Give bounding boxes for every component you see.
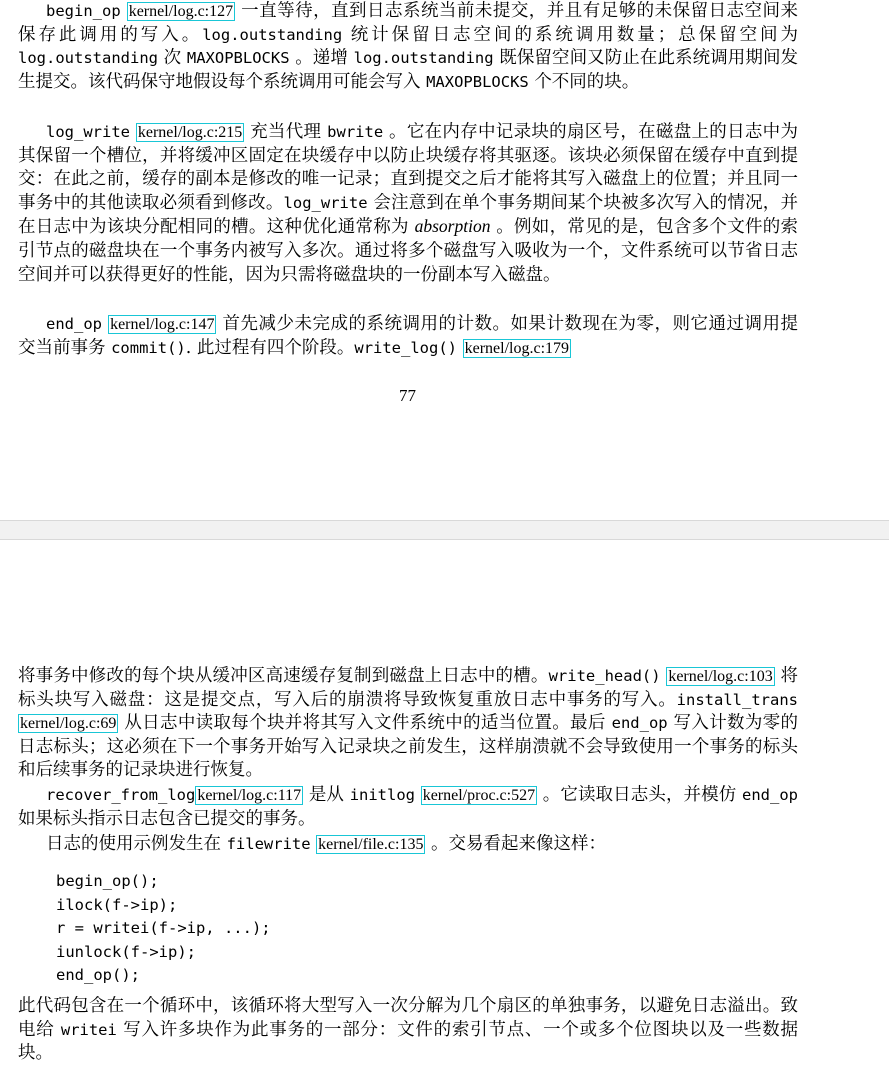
body-text: 一直等待，直到日志系统当前未提交，并且有足够的未保留日志空间来保存此调用的写入。 bbox=[18, 1, 798, 45]
code-term: log.outstanding bbox=[18, 49, 158, 68]
paragraph-write-head bbox=[18, 665, 798, 783]
code-line: iunlock(f->ip); bbox=[56, 942, 196, 961]
source-citation-link[interactable]: kernel/log.c:215 bbox=[137, 124, 243, 141]
code-term: bwrite bbox=[327, 123, 384, 141]
code-term: log.outstanding bbox=[202, 25, 343, 44]
source-citation-link[interactable]: kernel/log.c:103 bbox=[668, 668, 773, 685]
code-term: write_head() bbox=[548, 667, 661, 685]
source-citation-link[interactable]: kernel/log.c:179 bbox=[464, 339, 570, 357]
paragraph-begin-op bbox=[18, 0, 798, 94]
paragraph-log-write bbox=[18, 121, 798, 287]
body-text: 此代码包含在一个循环中，该循环将大型写入一次分解为几个扇区的单独事务，以避免日志溢出。致电给 bbox=[18, 996, 798, 1040]
source-citation-link[interactable]: kernel/log.c:147 bbox=[110, 316, 215, 333]
body-text: . 此过程有四个阶段。 bbox=[185, 337, 355, 358]
code-term: MAXOPBLOCKS bbox=[426, 72, 529, 91]
code-term: log.outstanding bbox=[353, 49, 494, 68]
page-separator bbox=[0, 520, 889, 540]
code-term: initlog bbox=[349, 786, 416, 804]
body-text: 首先减少未完成的系统调用的计数。如果计数现在为零，则它通过调用提交当前事务 bbox=[18, 314, 798, 358]
source-citation-link[interactable]: kernel/proc.c:527 bbox=[422, 787, 536, 804]
code-line: ilock(f->ip); bbox=[56, 895, 178, 914]
body-text: 日志的使用示例发生在 bbox=[46, 834, 221, 854]
code-line: r = writei(f->ip, ...); bbox=[56, 919, 271, 938]
source-citation-link[interactable]: kernel/log.c:117 bbox=[197, 787, 302, 804]
body-text: 写入计数为零的日志标头；这必须在下一个事务开始写入记录块之前发生，这样崩溃就不会导致使用一个事务的标头和后续事务的记录块进行恢复。 bbox=[18, 713, 799, 781]
code-listing bbox=[56, 870, 271, 988]
code-line: end_op(); bbox=[56, 966, 140, 985]
code-term: install_trans bbox=[676, 690, 798, 709]
code-term: log_write bbox=[46, 123, 130, 141]
code-term: writei bbox=[60, 1020, 117, 1039]
body-text: 。它在内存中记录块的扇区号，在磁盘上的日志中为其保留一个槽位，并将缓冲区固定在块缓存中以防止块缓存将其驱逐。该块必须保留在缓存中直到提交：在此之前，缓存的副本是修改的唯一记录；直到提交之后才能将其写入磁盘上的位置；并且同一事务中的其他读取必须看到修改。 bbox=[18, 122, 798, 213]
body-text: 个不同的块。 bbox=[534, 71, 640, 92]
code-term: end_op bbox=[611, 714, 668, 733]
paragraph-recover-from-log bbox=[18, 784, 798, 831]
source-citation-link[interactable]: kernel/file.c:135 bbox=[318, 836, 424, 853]
code-term: begin_op bbox=[46, 2, 121, 20]
body-text: 是从 bbox=[308, 785, 345, 805]
emphasis-term: absorption bbox=[414, 216, 491, 237]
source-citation-link[interactable]: kernel/log.c:69 bbox=[20, 715, 117, 733]
body-text: 。它读取日志头，并模仿 bbox=[542, 785, 737, 805]
body-text: 会注意到在单个事务期间某个块被多次写入的情况，并在日志中为该块分配相同的槽。这种优化通常称为 bbox=[18, 192, 798, 238]
code-term: commit() bbox=[111, 338, 186, 357]
body-text: 充当代理 bbox=[250, 122, 322, 142]
paragraph-end-op bbox=[18, 313, 798, 360]
code-term: MAXOPBLOCKS bbox=[186, 49, 290, 68]
code-term: recover_from_log bbox=[46, 786, 196, 804]
source-citation-link[interactable]: kernel/log.c:127 bbox=[128, 3, 234, 20]
code-term: filewrite bbox=[226, 835, 311, 853]
body-text: 。例如，常见的是，包含多个文件的索引节点的磁盘块在一个事务内被写入多次。通过将多个磁盘写入吸收为一个，文件系统可以节省日志空间并可以获得更好的性能，因为只需将磁盘块的一份副本写入磁盘。 bbox=[18, 217, 798, 285]
body-text: 既保留空间又防止在此系统调用期间发生提交。该代码保守地假设每个系统调用可能会写入 bbox=[18, 48, 799, 92]
code-line: begin_op(); bbox=[56, 872, 159, 890]
code-term: log_write bbox=[283, 193, 368, 212]
body-text: 。交易看起来像这样： bbox=[431, 834, 607, 854]
body-text: 将事务中修改的每个块从缓冲区高速缓存复制到磁盘上日志中的槽。 bbox=[18, 666, 549, 686]
body-text: 如果标头指示日志包含已提交的事务。 bbox=[18, 808, 316, 829]
paragraph-filewrite-example bbox=[18, 833, 798, 857]
paragraph-loop-explanation bbox=[18, 995, 798, 1066]
body-text: 。递增 bbox=[295, 48, 348, 69]
body-text: 从日志中读取每个块并将其写入文件系统中的适当位置。最后 bbox=[124, 713, 606, 734]
code-term: end_op bbox=[742, 786, 798, 804]
code-term: end_op bbox=[46, 315, 102, 333]
body-text: 将标头块写入磁盘：这是提交点，写入后的崩溃将导致恢复重放日志中事务的写入。 bbox=[18, 666, 798, 710]
body-text: 写入许多块作为此事务的一部分：文件的索引节点、一个或多个位图块以及一些数据块。 bbox=[18, 1019, 798, 1064]
body-text: 次 bbox=[163, 48, 182, 69]
page-number: 77 bbox=[399, 386, 416, 405]
document-page-77 bbox=[0, 0, 889, 520]
code-term: write_log() bbox=[354, 338, 458, 357]
body-text: 统计保留日志空间的系统调用数量；总保留空间为 bbox=[350, 24, 798, 45]
document-page-78 bbox=[0, 540, 889, 1079]
